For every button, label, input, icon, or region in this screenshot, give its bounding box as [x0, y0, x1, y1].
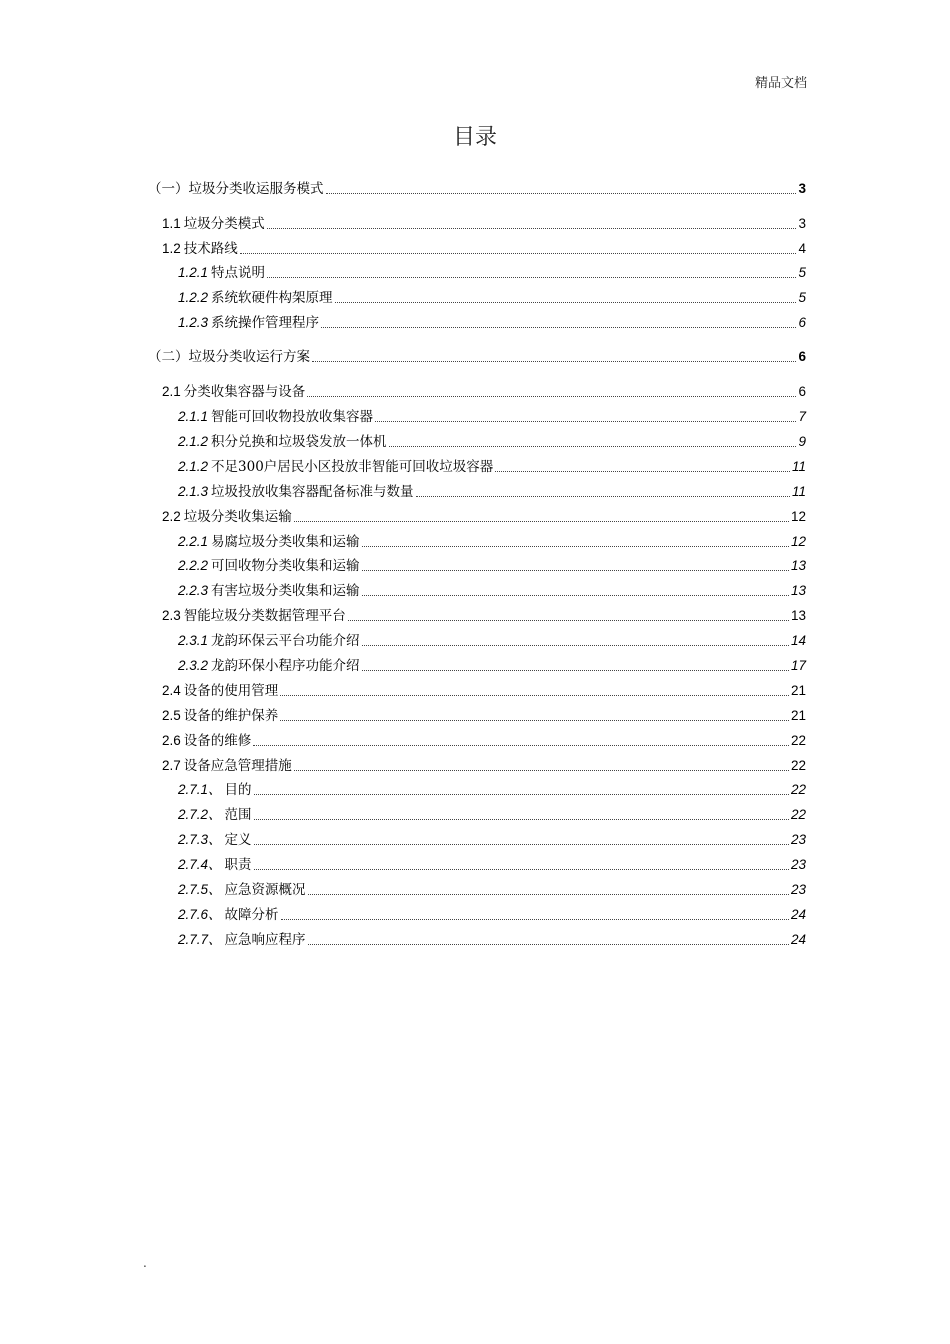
- toc-leader-dots: [281, 918, 789, 920]
- toc-leader-dots: [362, 545, 789, 547]
- toc-entry-number: 2.7.3、: [178, 832, 222, 847]
- toc-entry-title: 龙韵环保云平台功能介绍: [211, 633, 360, 649]
- toc-leader-dots: [362, 669, 789, 671]
- toc-entry-title: 积分兑换和垃圾袋发放一体机: [211, 434, 387, 450]
- toc-entry[interactable]: [178, 655, 806, 675]
- toc-entry-title: 故障分析: [224, 907, 279, 923]
- toc-entry-number: 1.1: [162, 216, 181, 231]
- toc-leader-dots: [254, 793, 789, 795]
- toc-entry-title: 应急响应程序: [224, 932, 306, 948]
- toc-leader-dots: [389, 445, 797, 447]
- toc-entry-page: 22: [790, 758, 806, 773]
- toc-entry[interactable]: [178, 406, 806, 426]
- toc-entry-title: 范围: [224, 807, 252, 823]
- toc-entry-title: 特点说明: [211, 265, 266, 281]
- toc-leader-dots: [308, 893, 789, 895]
- toc-entry-title: 设备的维修: [183, 733, 252, 749]
- toc-entry-page: 11: [791, 459, 806, 474]
- toc-entry[interactable]: [162, 755, 806, 775]
- toc-entry-number: 2.1.2: [178, 434, 209, 449]
- toc-entry-number: 2.2.2: [178, 558, 209, 573]
- toc-entry-title: 设备的维护保养: [183, 708, 279, 724]
- toc-entry-title: 智能可回收物投放收集容器: [211, 409, 374, 425]
- toc-entry[interactable]: [162, 381, 806, 401]
- toc-entry-page: 5: [798, 290, 806, 305]
- toc-entry-page: 23: [790, 832, 806, 847]
- toc-entry-title: 智能垃圾分类数据管理平台: [183, 608, 346, 624]
- toc-entry-title: 系统软硬件构架原理: [211, 290, 333, 306]
- toc-leader-dots: [253, 744, 789, 746]
- toc-entry[interactable]: [178, 580, 806, 600]
- toc-leader-dots: [375, 420, 796, 422]
- page-title: 目录: [452, 125, 497, 150]
- toc-entry[interactable]: [178, 929, 806, 949]
- toc-entry[interactable]: [178, 904, 806, 924]
- toc-leader-dots: [362, 569, 789, 571]
- toc-entry-title: 职责: [224, 857, 252, 873]
- toc-leader-dots: [495, 470, 790, 472]
- toc-entry-title: 垃圾分类模式: [183, 216, 265, 232]
- toc-leader-dots: [254, 818, 789, 820]
- toc-leader-dots: [267, 276, 796, 278]
- toc-entry-page: 17: [790, 658, 806, 673]
- toc-entry[interactable]: [178, 854, 806, 874]
- toc-entry[interactable]: [178, 531, 806, 551]
- toc-leader-dots: [308, 943, 789, 945]
- toc-entry-page: 6: [798, 315, 806, 330]
- toc-leader-dots: [280, 719, 789, 721]
- toc-entry-title: 应急资源概况: [224, 882, 306, 898]
- toc-entry-title: 不足300户居民小区投放非智能可回收垃圾容器: [211, 459, 494, 475]
- toc-entry[interactable]: [162, 213, 806, 233]
- toc-entry-number: 2.2: [162, 509, 181, 524]
- toc-leader-dots: [362, 594, 789, 596]
- toc-entry-title: 设备的使用管理: [183, 683, 279, 699]
- toc-entry[interactable]: [178, 804, 806, 824]
- toc-entry[interactable]: [162, 730, 806, 750]
- toc-entry-page: 13: [790, 608, 806, 623]
- toc-entry-title: 可回收物分类收集和运输: [211, 558, 360, 574]
- toc-leader-dots: [312, 360, 796, 362]
- toc-entry-title: 定义: [224, 832, 252, 848]
- toc-entry-title: （二）垃圾分类收运行方案: [148, 349, 310, 365]
- page-header-label: 精品文档: [754, 76, 807, 91]
- toc-entry[interactable]: [178, 555, 806, 575]
- toc-entry-number: 2.1.3: [178, 484, 209, 499]
- toc-entry[interactable]: [178, 287, 806, 307]
- toc-entry-number: 1.2.1: [178, 265, 209, 280]
- toc-entry-number: 2.7.6、: [178, 907, 222, 922]
- toc-entry-page: 24: [790, 907, 806, 922]
- toc-leader-dots: [348, 619, 789, 621]
- toc-entry[interactable]: [162, 680, 806, 700]
- toc-entry-page: 7: [798, 409, 806, 424]
- toc-entry-title: 易腐垃圾分类收集和运输: [211, 534, 360, 550]
- toc-entry-number: 2.2.3: [178, 583, 209, 598]
- toc-entry-page: 12: [790, 509, 806, 524]
- toc-entry-page: 6: [798, 384, 806, 399]
- toc-entry-number: 2.7.2、: [178, 807, 222, 822]
- toc-entry-title: 设备应急管理措施: [183, 758, 292, 774]
- toc-entry-page: 21: [790, 708, 806, 723]
- toc-entry-page: 4: [798, 241, 806, 256]
- toc-entry-number: 2.7.1、: [178, 782, 222, 797]
- toc-entry-page: 22: [790, 782, 806, 797]
- toc-entry[interactable]: [148, 346, 806, 366]
- toc-entry-page: 3: [798, 216, 806, 231]
- toc-entry[interactable]: [178, 262, 806, 282]
- toc-entry-number: 2.1.1: [178, 409, 209, 424]
- toc-entry-number: 2.7.4、: [178, 857, 222, 872]
- toc-leader-dots: [307, 395, 796, 397]
- toc-entry-number: 2.3.1: [178, 633, 209, 648]
- toc-entry-page: 22: [790, 733, 806, 748]
- toc-entry[interactable]: [162, 238, 806, 258]
- toc-entry-title: 目的: [224, 782, 252, 798]
- toc-leader-dots: [294, 769, 789, 771]
- toc-entry-page: 24: [790, 932, 806, 947]
- toc-entry-page: 21: [790, 683, 806, 698]
- toc-entry-title: （一）垃圾分类收运服务模式: [148, 181, 324, 197]
- toc-leader-dots: [254, 843, 789, 845]
- footer-mark: .: [143, 1256, 147, 1270]
- toc-entry-page: 13: [790, 583, 806, 598]
- toc-leader-dots: [326, 192, 797, 194]
- toc-entry[interactable]: [162, 705, 806, 725]
- toc-entry-page: 14: [790, 633, 806, 648]
- toc-entry-title: 垃圾投放收集容器配备标准与数量: [211, 484, 414, 500]
- toc-entry[interactable]: [178, 829, 806, 849]
- toc-leader-dots: [416, 495, 790, 497]
- toc-entry-title: 分类收集容器与设备: [183, 384, 306, 400]
- toc-entry[interactable]: [162, 506, 806, 526]
- toc-entry-page: 22: [790, 807, 806, 822]
- toc-entry-number: 2.7.5、: [178, 882, 222, 897]
- toc-entry-page: 5: [798, 265, 806, 280]
- toc-entry-number: 2.7: [162, 758, 181, 773]
- toc-entry-title: 垃圾分类收集运输: [183, 509, 292, 525]
- toc-entry[interactable]: [178, 481, 806, 501]
- toc-leader-dots: [321, 326, 796, 328]
- toc-entry-number: 1.2: [162, 241, 181, 256]
- toc-entry[interactable]: [178, 779, 806, 799]
- toc-leader-dots: [335, 301, 797, 303]
- toc-entry-title: 龙韵环保小程序功能介绍: [211, 658, 360, 674]
- toc-leader-dots: [294, 520, 789, 522]
- toc-entry-number: 2.7.7、: [178, 932, 222, 947]
- toc-entry-number: 1.2.2: [178, 290, 209, 305]
- toc-entry-title: 系统操作管理程序: [211, 315, 320, 331]
- toc-entry-number: 2.6: [162, 733, 181, 748]
- toc-entry-number: 2.3: [162, 608, 181, 623]
- toc-entry-title: 有害垃圾分类收集和运输: [211, 583, 360, 599]
- toc-entry-page: 9: [798, 434, 806, 449]
- toc-leader-dots: [362, 644, 789, 646]
- toc-entry-number: 2.4: [162, 683, 181, 698]
- toc-entry-number: 2.1: [162, 384, 181, 399]
- toc-entry-title: 技术路线: [183, 241, 238, 257]
- toc-entry-page: 12: [790, 534, 806, 549]
- toc-leader-dots: [267, 227, 797, 229]
- toc-entry-page: 6: [798, 349, 806, 364]
- toc-entry[interactable]: [162, 605, 806, 625]
- toc-leader-dots: [280, 694, 789, 696]
- toc-entry-page: 23: [790, 857, 806, 872]
- toc-entry-number: 2.1.2: [178, 459, 209, 474]
- toc-entry[interactable]: [178, 456, 806, 476]
- toc-entry[interactable]: [178, 431, 806, 451]
- toc-entry[interactable]: [178, 630, 806, 650]
- toc-entry-number: 2.2.1: [178, 534, 209, 549]
- toc-entry[interactable]: [148, 178, 806, 198]
- toc-entry-number: 2.3.2: [178, 658, 209, 673]
- toc-entry-page: 3: [798, 181, 806, 196]
- toc-entry-number: 1.2.3: [178, 315, 209, 330]
- toc-entry-page: 11: [791, 484, 806, 499]
- toc-entry-number: 2.5: [162, 708, 181, 723]
- toc-entry[interactable]: [178, 879, 806, 899]
- toc-entry-page: 13: [790, 558, 806, 573]
- toc-entry-page: 23: [790, 882, 806, 897]
- toc-leader-dots: [240, 252, 797, 254]
- toc-entry[interactable]: [178, 312, 806, 332]
- toc-leader-dots: [254, 868, 789, 870]
